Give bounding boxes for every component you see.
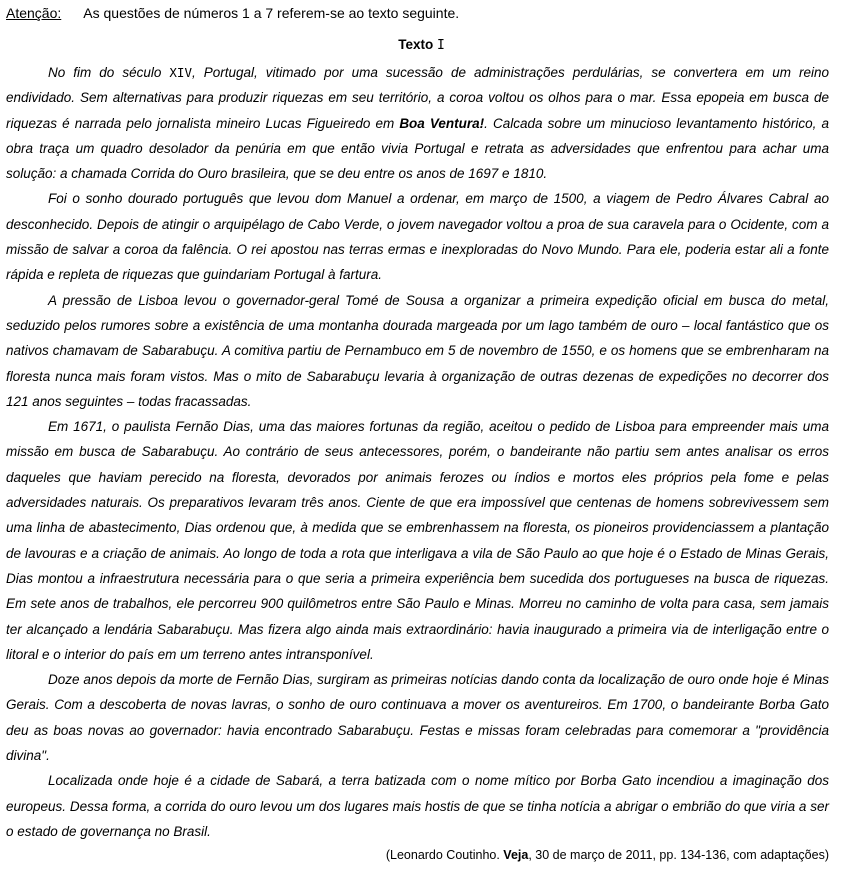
source-magazine: Veja [503, 848, 529, 862]
book-title: Boa Ventura! [399, 115, 485, 131]
source-citation [386, 848, 829, 862]
source-details: , 30 de março de 2011, pp. 134-136, com adaptações) [528, 848, 829, 862]
paragraph-4: Em 1671, o paulista Fernão Dias, uma das maiores fortunas da região, aceitou o pedido de Lisboa para empreender mais uma missão em busca de Sabarabuçu. Ao contrário de seus antecessores, porém, o bandeirante não partiu sem antes analisar os erros daqueles que haviam perecido na floresta, devorados por animais ferozes ou índios e mortos eles próprios pela fome e pelas adversidades naturais. Os preparativos levaram três anos. Ciente de que era impossível que centenas de homens sobrevivessem sem uma linha de abastecimento, Dias ordenou que, à medida que se embrenhassem na floresta, os pioneiros providenciassem a plantação de lavouras e a criação de animais. Ao longo de toda a rota que interligava a vila de São Paulo ao que hoje é o Estado de Minas Gerais, Dias montou a infraestrutura necessária para o que seria a primeira experiência bem sucedida dos portugueses na busca de riquezas. Em sete anos de trabalhos, ele percorreu 900 quilômetros entre São Paulo e Minas. Morreu no caminho de volta para casa, sem jamais ter alcançado a lendária Sabarabuçu. Mas fizera algo ainda mais extraordinário: havia inaugurado a primeira via de interligação entre o litoral e o interior do país em um terreno antes intransponível. [6, 419, 829, 662]
paragraph-5: Doze anos depois da morte de Fernão Dias, surgiram as primeiras notícias dando conta da localização de ouro onde hoje é Minas Gerais. Com a descoberta de novas lavras, o sonho de ouro continuava a mover os aventureiros. Em 1700, o bandeirante Borba Gato deu as boas novas ao governador: havia encontrado Sabarabuçu. Festas e missas foram celebradas para comemorar a "providência divina". [6, 672, 829, 764]
paragraph-1-part-c: . Calcada sobre um minucioso levantamento histórico, a obra traça um quadro desolador da penúria em que então vivia Portugal e retrata as adversidades que enfrentou para achar uma solução: a chamada Corrida do Ouro brasileira, que se deu entre os anos de 1697 e 1810. [6, 115, 829, 182]
century-numeral: XIV [169, 65, 192, 80]
paragraph-6: Localizada onde hoje é a cidade de Sabará, a terra batizada com o nome mítico por Borba Gato incendiou a imaginação dos europeus. Dessa forma, a corrida do ouro levou um dos lugares mais hostis de que se tinha notícia a abrigar o embrião do que viria a ser o estado de governança no Brasil. [6, 773, 829, 839]
notice-line [6, 4, 459, 22]
text-body [6, 60, 829, 844]
text-title-numeral: I [436, 38, 445, 53]
paragraph-1-part-a: No fim do século [48, 65, 170, 80]
paragraph-1 [6, 60, 829, 186]
text-title [0, 37, 843, 53]
paragraph-2: Foi o sonho dourado português que levou dom Manuel a ordenar, em março de 1500, a viagem de Pedro Álvares Cabral ao desconhecido. Depois de atingir o arquipélago de Cabo Verde, o jovem navegador voltou a proa de sua caravela para o Ocidente, com a missão de salvar a coroa da falência. O rei apostou nas terras ermas e inexploradas do Novo Mundo. Para ele, poderia estar ali a fonte rápida e repleta de riquezas que guindariam Portugal à fartura. [6, 191, 829, 283]
paragraph-3: A pressão de Lisboa levou o governador-geral Tomé de Sousa a organizar a primeira expedição oficial em busca do metal, seduzido pelos rumores sobre a existência de uma montanha dourada margeada por um lago também de ouro – local fantástico que os nativos chamavam de Sabarabuçu. A comitiva partiu de Pernambuco em 5 de novembro de 1550, e os homens que se embrenharam na floresta nunca mais foram vistos. Mas o mito de Sabarabuçu levaria à organização de outras dezenas de expedições no decorrer dos 121 anos seguintes – todas fracassadas. [6, 292, 829, 409]
notice-text: As questões de números 1 a 7 referem-se ao texto seguinte. [83, 5, 460, 21]
notice-label: Atenção: [6, 5, 62, 21]
text-title-prefix: Texto [398, 37, 437, 52]
paragraph-1-part-b: , Portugal, vitimado por uma sucessão de administrações perdulárias, se convertera em um reino endividado. Sem alternativas para produzir riquezas em seu território, a coroa voltou os olhos para o mar. Essa epopeia em busca de riquezas é narrada pelo jornalista mineiro Lucas Figueiredo em [6, 65, 830, 131]
source-author: (Leonardo Coutinho. [385, 848, 504, 862]
